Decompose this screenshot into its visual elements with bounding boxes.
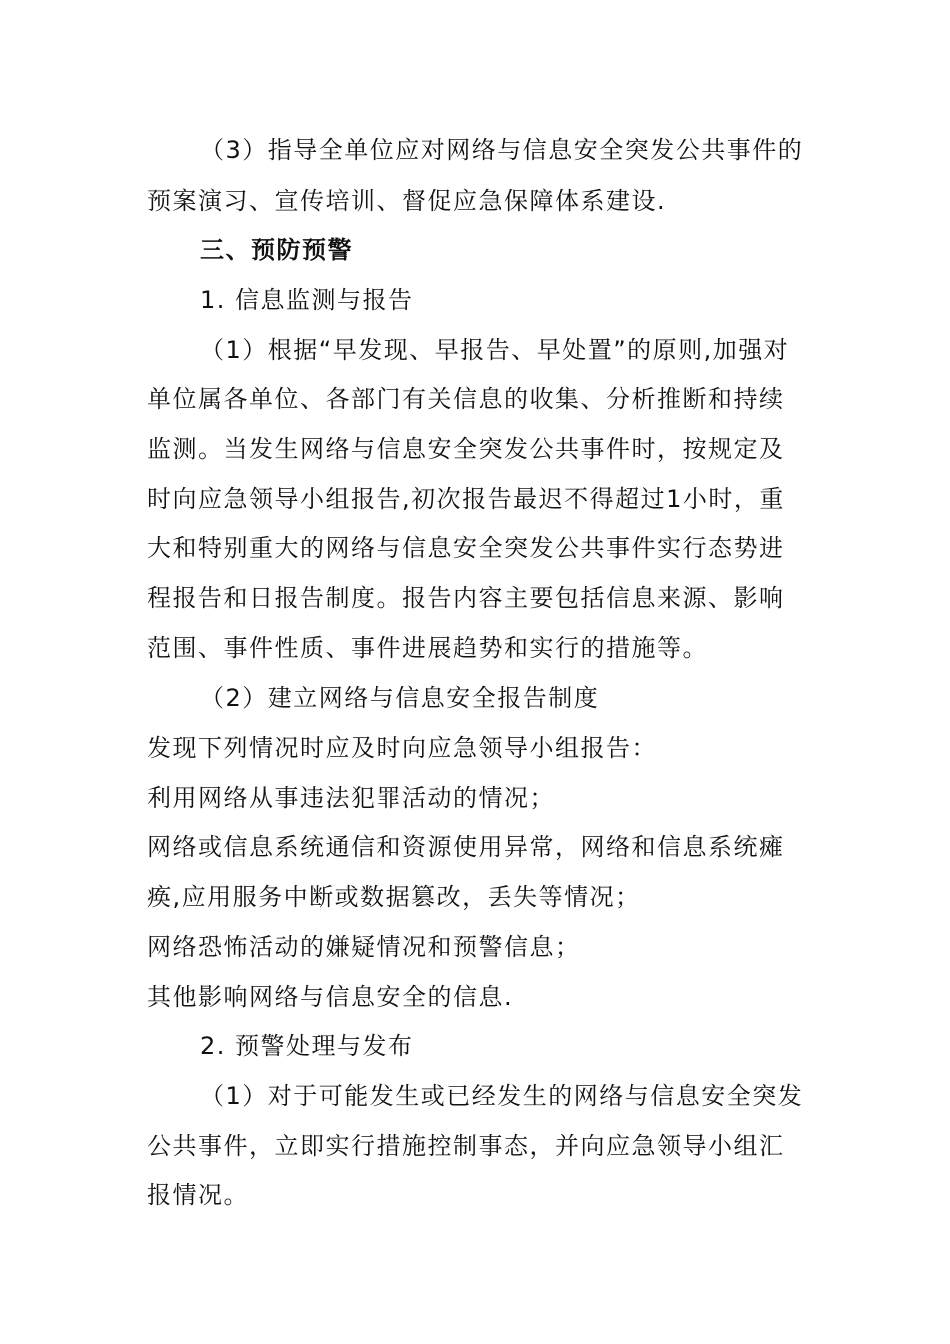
list-item: 其他影响网络与信息安全的信息.	[147, 983, 514, 1011]
subsection-heading: 2. 预警处理与发布	[200, 1032, 414, 1060]
paragraph-line: 程报告和日报告制度。报告内容主要包括信息来源、影响	[147, 584, 785, 612]
paragraph-line: （1）根据“早发现、早报告、早处置”的原则,加强对	[200, 336, 790, 364]
paragraph-line: （1）对于可能发生或已经发生的网络与信息安全突发	[200, 1082, 804, 1110]
paragraph-line: 公共事件，立即实行措施控制事态，并向应急领导小组汇	[147, 1132, 785, 1160]
paragraph-line: （3）指导全单位应对网络与信息安全突发公共事件的	[200, 136, 804, 164]
list-item: 利用网络从事违法犯罪活动的情况；	[147, 784, 555, 812]
paragraph-line: 预案演习、宣传培训、督促应急保障体系建设.	[147, 187, 667, 215]
paragraph-line: 监测。当发生网络与信息安全突发公共事件时，按规定及	[147, 435, 785, 463]
section-heading: 三、预防预警	[200, 236, 353, 264]
paragraph-line: 大和特别重大的网络与信息安全突发公共事件实行态势进	[147, 534, 785, 562]
list-item-continuation: 痪,应用服务中断或数据篡改，丢失等情况；	[147, 883, 641, 911]
paragraph-line: 发现下列情况时应及时向应急领导小组报告：	[147, 734, 657, 762]
subsection-heading: 1. 信息监测与报告	[200, 286, 414, 314]
list-item: 网络恐怖活动的嫌疑情况和预警信息；	[147, 933, 581, 961]
paragraph-line: 单位属各单位、各部门有关信息的收集、分析推断和持续	[147, 385, 785, 413]
paragraph-line: 时向应急领导小组报告,初次报告最迟不得超过1小时，重	[147, 485, 785, 513]
paragraph-line: 范围、事件性质、事件进展趋势和实行的措施等。	[147, 634, 708, 662]
paragraph-line: （2）建立网络与信息安全报告制度	[200, 684, 600, 712]
list-item: 网络或信息系统通信和资源使用异常，网络和信息系统瘫	[147, 833, 785, 861]
paragraph-line: 报情况。	[147, 1181, 249, 1209]
